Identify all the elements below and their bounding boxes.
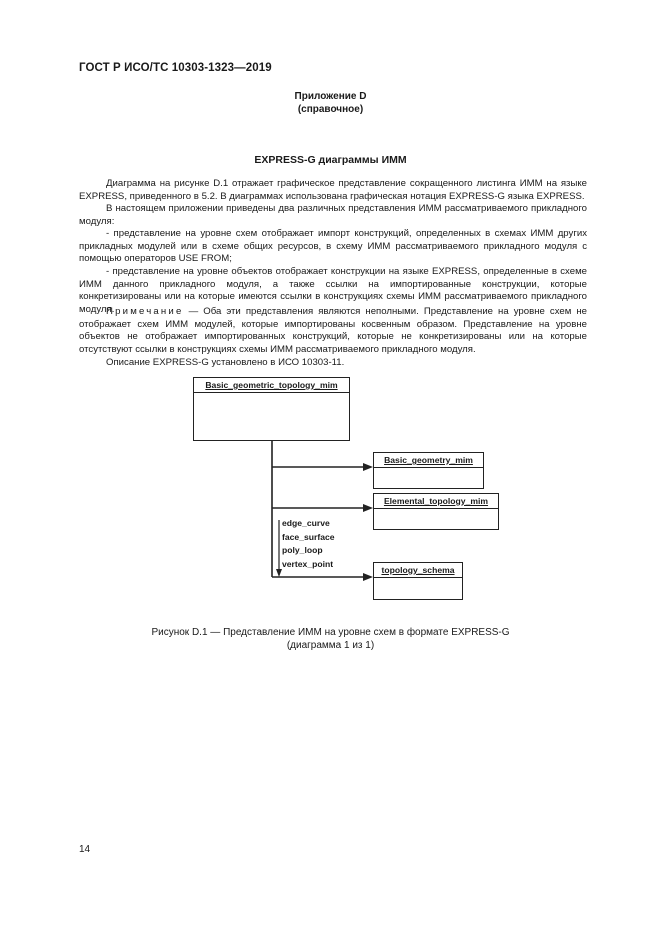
schema-box-topology-schema	[373, 562, 463, 600]
paragraph-schema-level: - представление на уровне схем отображает импорт конструкций, определенных в схемах ИММ других прикладных модулей или в схеме общих ресурсов, в схему ИММ рассматриваемого прикладного модуля с помощью операторов USE FROM;	[79, 228, 587, 265]
schema-name-main: Basic_geometric_topology_mim	[194, 378, 349, 393]
referenced-item: poly_loop	[282, 545, 323, 556]
schema-box-basic-geometry	[373, 452, 484, 489]
schema-name-topology-schema: topology_schema	[374, 563, 462, 578]
referenced-items-list	[282, 517, 335, 571]
section-title: EXPRESS-G диаграммы ИММ	[254, 154, 407, 166]
document-header: ГОСТ Р ИСО/ТС 10303-1323—2019	[79, 62, 272, 74]
figure-caption: Рисунок D.1 — Представление ИММ на уровне схем в формате EXPRESS-G	[151, 627, 510, 638]
paragraph-express-g-reference: Описание EXPRESS-G установлено в ИСО 10303-11.	[106, 357, 345, 368]
schema-name-basic-geometry: Basic_geometry_mim	[374, 453, 483, 468]
page-number: 14	[79, 844, 91, 855]
note-label: Примечание	[106, 306, 184, 317]
figure-subcaption: (диаграмма 1 из 1)	[286, 640, 375, 651]
arrow-basic-geometry	[363, 463, 373, 471]
paragraph-representations: В настоящем приложении приведены два различных представления ИММ рассматриваемого прикладного модуля:	[79, 203, 587, 227]
arrow-bracket-down	[276, 569, 282, 577]
referenced-item: face_surface	[282, 531, 335, 542]
schema-box-elemental-topology	[373, 493, 499, 530]
note-paragraph	[79, 306, 587, 356]
arrow-elemental-topology	[363, 504, 373, 512]
schema-name-elemental-topology: Elemental_topology_mim	[374, 494, 498, 509]
arrow-topology-schema	[363, 573, 373, 581]
appendix-subtitle: (справочное)	[297, 104, 364, 115]
paragraph-intro: Диаграмма на рисунке D.1 отражает графическое представление сокращенного листинга ИММ на языке EXPRESS, приведенного в 5.2. В диаграммах использована графическая нотация EXPRESS-G языка EXPRESS.	[79, 178, 587, 202]
referenced-item: edge_curve	[282, 518, 330, 528]
note-text: — Оба эти представления являются неполными. Представление на уровне схем не отображает схем ИММ модулей, которые импортированы косвенным образом. Представление на уровне объектов не отображает импортированных конструкций, которые не конкретизированы или на которые отсутствуют ссылки в конструкциях схемы ИММ рассматриваемого прикладного модуля.	[79, 306, 587, 355]
paragraph-object-level: - представление на уровне объектов отображает конструкции на языке EXPRESS, определенные в схеме ИММ данного прикладного модуля, а также ссылки на импортированные конструкции, которые конкретизированы или на которые имеются ссылки в конструкциях схемы ИММ рассматриваемого прикладного модуля.	[79, 266, 587, 315]
schema-box-main	[193, 377, 350, 441]
appendix-title: Приложение D	[294, 91, 367, 102]
referenced-item: vertex_point	[282, 558, 334, 569]
